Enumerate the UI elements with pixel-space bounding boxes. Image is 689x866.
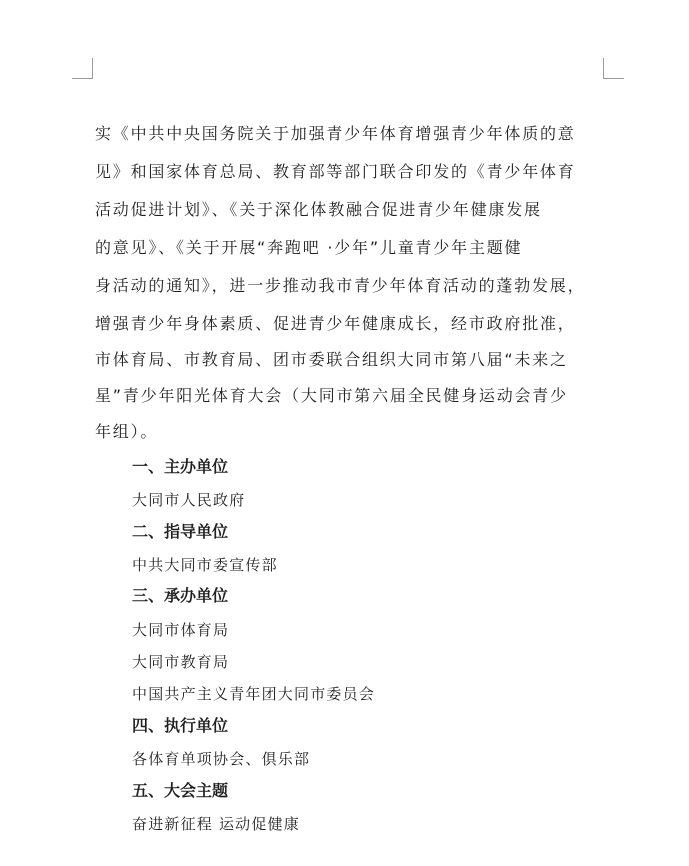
section-item: 中国共产主义青年团大同市委员会 [132,685,376,703]
section-item: 大同市人民政府 [132,491,246,509]
section-title-host: 一、主办单位 [132,457,229,476]
section-item: 大同市体育局 [132,621,230,639]
section-item: 中共大同市委宣传部 [132,556,278,574]
section-item: 各体育单项协会、俱乐部 [132,750,311,768]
section-title-guidance: 二、指导单位 [132,522,229,541]
intro-line: 身活动的通知》，进一步推动我市青少年体育活动的蓬勃发展， [95,276,586,295]
intro-line: 增强青少年身体素质、促进青少年健康成长，经市政府批准， [95,314,576,333]
intro-line: 星”青少年阳光体育大会（大同市第六届全民健身运动会青少 [95,386,568,405]
section-title-executor: 四、执行单位 [132,716,229,735]
section-title-organizer: 三、承办单位 [132,586,229,605]
intro-line: 实《中共中央国务院关于加强青少年体育增强青少年体质的意 [95,124,576,143]
intro-line: 市体育局、市教育局、团市委联合组织大同市第八届“未来之 [95,350,568,369]
section-title-theme: 五、大会主题 [132,781,229,800]
intro-line: 活动促进计划》、《关于深化体教融合促进青少年健康发展 [95,200,542,219]
intro-line: 见》和国家体育总局、教育部等部门联合印发的《青少年体育 [95,162,576,181]
section-item: 大同市教育局 [132,653,230,671]
intro-line: 的意见》、《关于开展“奔跑吧 ·少年”儿童青少年主题健 [95,238,523,257]
intro-line: 年组）。 [95,422,159,441]
section-item: 奋进新征程 运动促健康 [132,815,300,833]
